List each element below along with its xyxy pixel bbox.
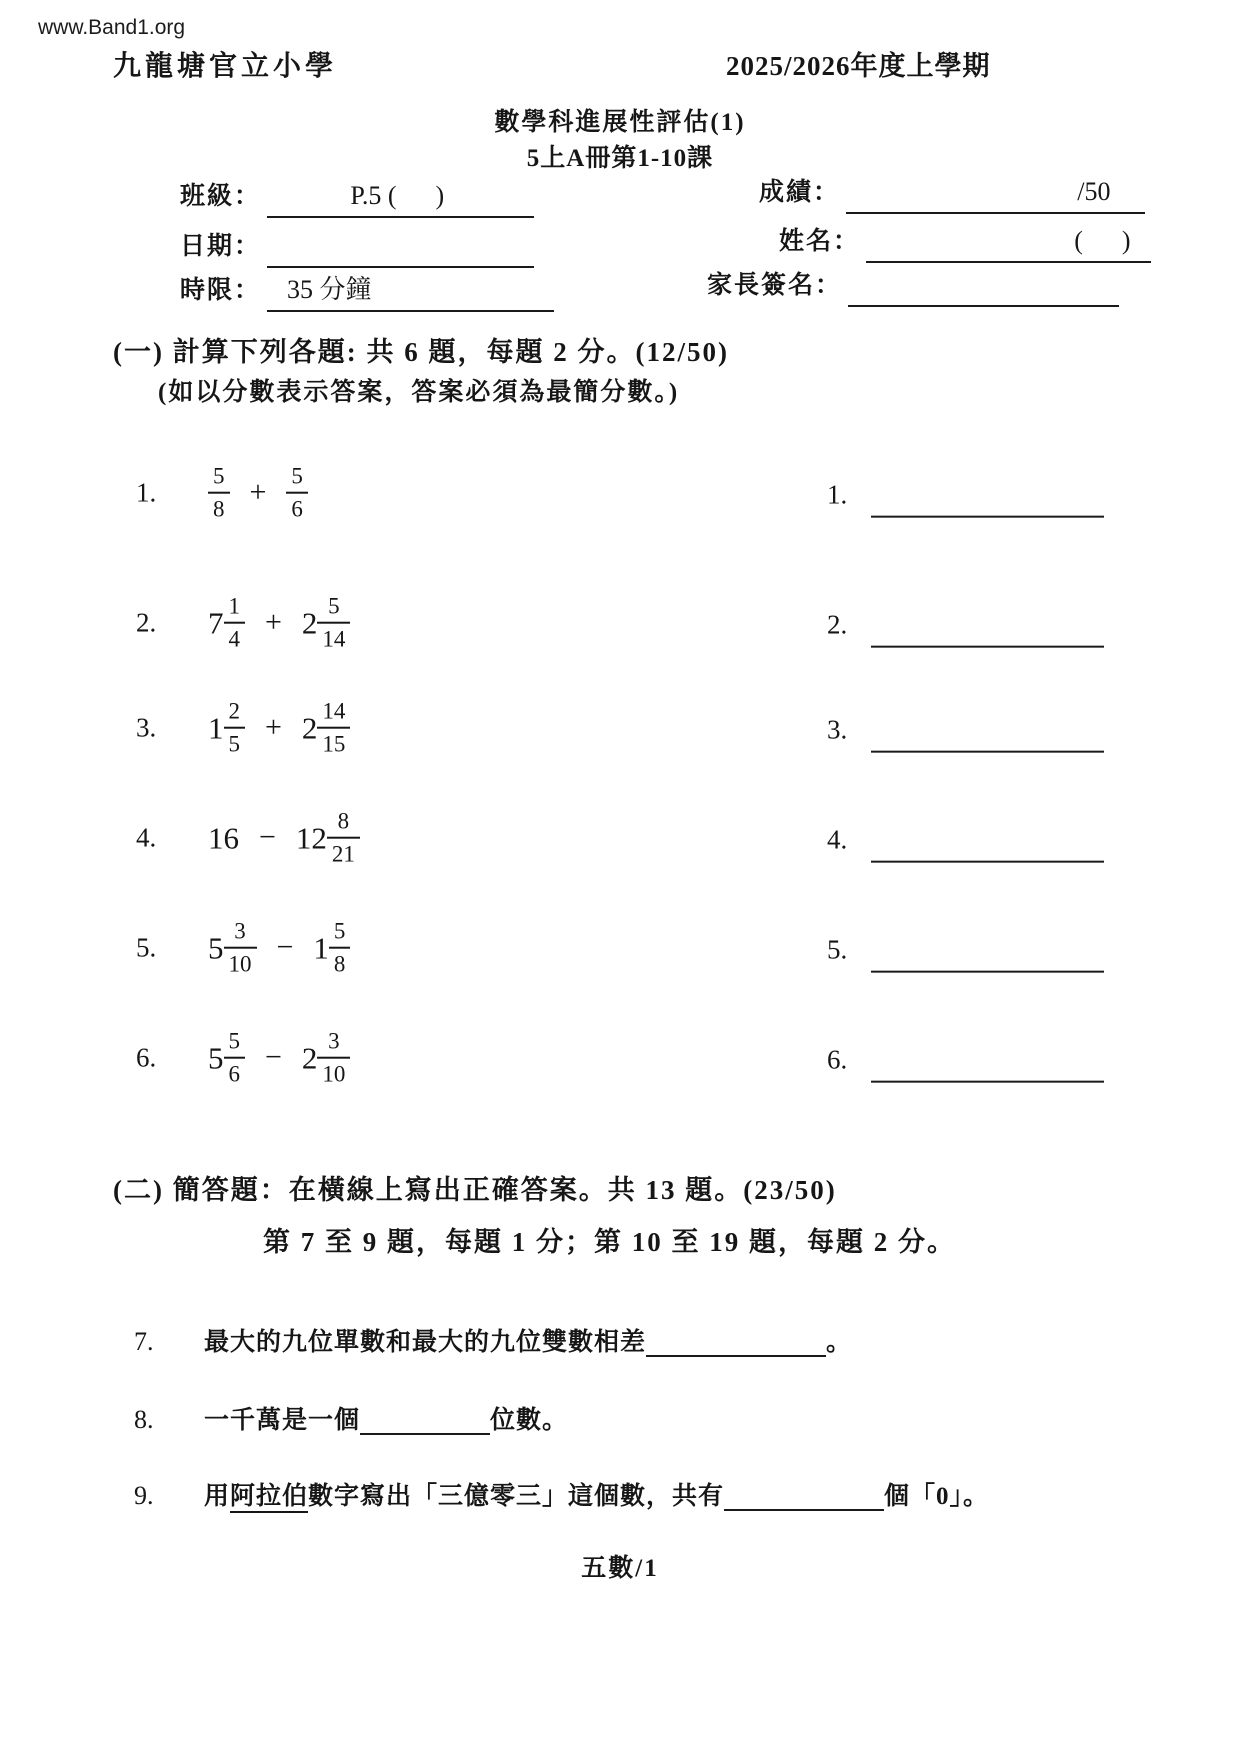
question-1-row	[0, 443, 1240, 543]
name-blank	[866, 228, 1151, 263]
term-label: 2025/2026年度上學期	[726, 51, 991, 81]
question-8-row	[134, 1400, 568, 1436]
date-label: 日期：	[180, 233, 262, 260]
math-expression	[208, 1029, 350, 1088]
answer-blank	[646, 1355, 826, 1357]
question-text-suffix: 個「0」。	[884, 1483, 990, 1510]
underlined-word: 阿拉伯	[230, 1483, 308, 1513]
mixed-number: 1 $\frac{2}{5}$	[208, 699, 245, 758]
plus-operator: +	[265, 711, 282, 744]
question-number: 3.	[136, 712, 157, 743]
fraction: $\frac{5}{6}$	[224, 1029, 246, 1088]
mixed-number: 2 $\frac{14}{15}$	[302, 699, 351, 758]
math-expression	[208, 809, 360, 868]
fraction: $\frac{3}{10}$	[224, 919, 257, 978]
mixed-number: 7 $\frac{1}{4}$	[208, 594, 245, 653]
score-denominator: /50	[1077, 177, 1111, 206]
question-text-suffix: 位數。	[490, 1407, 569, 1434]
answer-slot	[827, 934, 1104, 965]
watermark: www.Band1.org	[38, 16, 186, 39]
answer-slot	[827, 824, 1104, 855]
question-text-suffix: 。	[826, 1329, 853, 1356]
question-text: 最大的九位單數和最大的九位雙數相差	[204, 1329, 647, 1356]
score-blank	[846, 179, 1145, 214]
answer-slot	[827, 609, 1104, 640]
question-5-row	[0, 898, 1240, 998]
whole-number: 16	[208, 820, 239, 856]
answer-number: 1.	[827, 479, 848, 510]
math-expression	[208, 699, 350, 758]
fraction: $\frac{2}{5}$	[224, 699, 246, 758]
mixed-number: 5 $\frac{5}{6}$	[208, 1029, 245, 1088]
mixed-number: 5 $\frac{3}{10}$	[208, 919, 257, 978]
answer-blank	[871, 751, 1104, 753]
answer-blank	[871, 1081, 1104, 1083]
school-name: 九龍塘官立小學	[113, 51, 338, 82]
answer-blank	[724, 1509, 884, 1511]
section2-subheading: 第 7 至 9 題，每題 1 分；第 10 至 19 題，每題 2 分。	[263, 1227, 956, 1257]
time-blank	[267, 277, 554, 312]
question-number: 2.	[136, 607, 157, 638]
time-label: 時限：	[180, 277, 262, 304]
question-7-row	[134, 1322, 852, 1358]
score-label: 成績：	[759, 179, 841, 206]
time-field	[180, 270, 554, 306]
fraction: $\frac{5}{8}$	[329, 919, 351, 978]
minus-operator: −	[265, 1041, 282, 1074]
class-label: 班級：	[180, 183, 262, 210]
fraction: $\frac{1}{4}$	[224, 594, 246, 653]
class-blank	[267, 183, 534, 218]
question-number: 7.	[134, 1327, 154, 1356]
plus-operator: +	[265, 606, 282, 639]
answer-slot	[827, 1044, 1104, 1075]
answer-number: 6.	[827, 1044, 848, 1075]
fraction: $\frac{5}{6}$	[286, 464, 308, 523]
answer-number: 3.	[827, 714, 848, 745]
answer-number: 2.	[827, 609, 848, 640]
mixed-number: 2 $\frac{3}{10}$	[302, 1029, 351, 1088]
mixed-number: 1 $\frac{5}{8}$	[313, 919, 350, 978]
answer-blank	[871, 646, 1104, 648]
question-number: 5.	[136, 932, 157, 963]
question-number: 6.	[136, 1042, 157, 1073]
answer-blank	[871, 516, 1104, 518]
section1-note: (如以分數表示答案，答案必須為最簡分數。)	[158, 379, 680, 406]
time-value: 35 分鐘	[287, 275, 372, 304]
fraction: $\frac{3}{10}$	[317, 1029, 350, 1088]
question-3-row	[0, 678, 1240, 778]
parent-sign-blank	[848, 272, 1119, 307]
parent-sign-field	[707, 265, 1119, 301]
math-expression	[208, 919, 350, 978]
minus-operator: −	[259, 821, 276, 854]
section1-heading: (一) 計算下列各題: 共 6 題，每題 2 分。(12/50)	[113, 337, 729, 367]
date-blank	[267, 233, 534, 268]
fraction: $\frac{5}{8}$	[208, 464, 230, 523]
plus-operator: +	[249, 476, 267, 509]
mixed-number: 2 $\frac{5}{14}$	[302, 594, 351, 653]
answer-slot	[827, 714, 1104, 745]
question-number: 4.	[136, 822, 157, 853]
question-text: 數字寫出「三億零三」這個數，共有	[308, 1483, 725, 1510]
section2-heading: (二) 簡答題：在橫線上寫出正確答案。共 13 題。(23/50)	[113, 1175, 837, 1205]
question-9-row	[134, 1476, 989, 1512]
fraction: $\frac{8}{21}$	[327, 809, 360, 868]
question-text: 一千萬是一個	[204, 1407, 361, 1434]
answer-blank	[871, 971, 1104, 973]
answer-number: 4.	[827, 824, 848, 855]
answer-slot	[827, 479, 1104, 510]
answer-blank	[871, 861, 1104, 863]
answer-number: 5.	[827, 934, 848, 965]
class-field	[180, 176, 534, 212]
fraction: $\frac{14}{15}$	[317, 699, 350, 758]
mixed-number: 12 $\frac{8}{21}$	[296, 809, 360, 868]
minus-operator: −	[276, 931, 294, 964]
question-number: 8.	[134, 1405, 154, 1434]
exam-subtitle: 5上A冊第1-10課	[526, 145, 714, 172]
fraction: $\frac{5}{14}$	[317, 594, 350, 653]
date-field	[180, 226, 534, 262]
question-4-row	[0, 788, 1240, 888]
question-number: 9.	[134, 1481, 154, 1510]
name-field	[779, 221, 1151, 257]
exam-title: 數學科進展性評估(1)	[494, 109, 746, 136]
question-number: 1.	[136, 477, 157, 508]
name-parens: ( )	[1074, 226, 1131, 255]
math-expression	[208, 594, 350, 653]
name-label: 姓名：	[779, 228, 861, 255]
question-2-row	[0, 573, 1240, 673]
page-footer: 五數/1	[581, 1555, 659, 1582]
question-6-row	[0, 1008, 1240, 1108]
class-value: P.5 ( )	[350, 181, 445, 210]
answer-blank	[360, 1433, 490, 1435]
math-expression	[208, 464, 308, 523]
score-field	[759, 172, 1145, 208]
question-text: 用	[204, 1483, 231, 1510]
parent-sign-label: 家長簽名：	[707, 272, 843, 299]
